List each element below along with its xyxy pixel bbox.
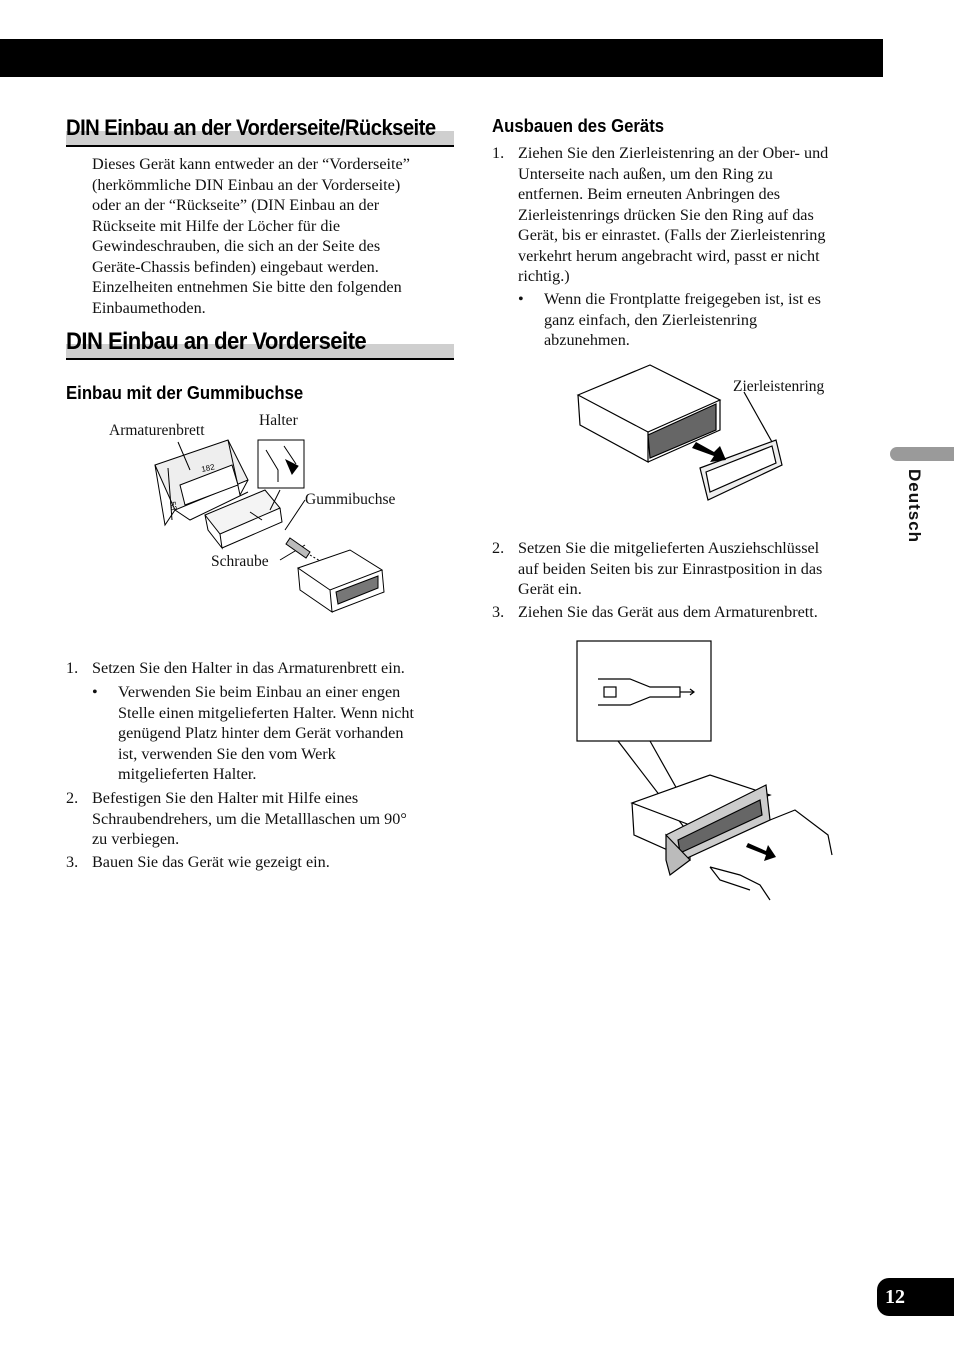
tab-marker	[890, 447, 954, 461]
section-heading-front-rear: DIN Einbau an der Vorderseite/Rückseite	[66, 115, 436, 140]
trim-ring-diagram	[570, 360, 790, 520]
label-screw: Schraube	[211, 553, 269, 570]
label-dash: Armaturenbrett	[109, 422, 205, 439]
label-trim-ring: Zierleistenring	[733, 378, 825, 395]
language-label: Deutsch	[905, 469, 924, 544]
section-heading-front: DIN Einbau an der Vorderseite	[66, 328, 367, 355]
dim-53: 53	[168, 500, 179, 512]
subheading-removal: Ausbauen des Geräts	[492, 116, 665, 136]
subheading-rubber-bushing: Einbau mit der Gummibuchse	[66, 383, 304, 403]
removal-diagram	[570, 635, 840, 903]
label-holder: Halter	[259, 412, 298, 429]
intro-paragraph: Dieses Gerät kann entweder an der “Vorderseite” (herkömmliche DIN Einbau an der Vorderseite) oder an der “Rückseite” (DIN Einbau an der Rückseite mit Hilfe der Löcher für die Gewindeschrauben, die sich an der Seite des Geräte-Chassis befinden) eingebaut werden. Einzelheiten entnehmen Sie bitte den folgenden Einbaumethoden.	[92, 155, 410, 317]
installation-diagram	[150, 430, 390, 620]
dim-182: 182	[200, 462, 216, 474]
page-number: 12	[877, 1278, 954, 1316]
label-bushing: Gummibuchse	[305, 491, 396, 508]
header-bar	[0, 39, 883, 77]
language-tab	[890, 447, 954, 573]
